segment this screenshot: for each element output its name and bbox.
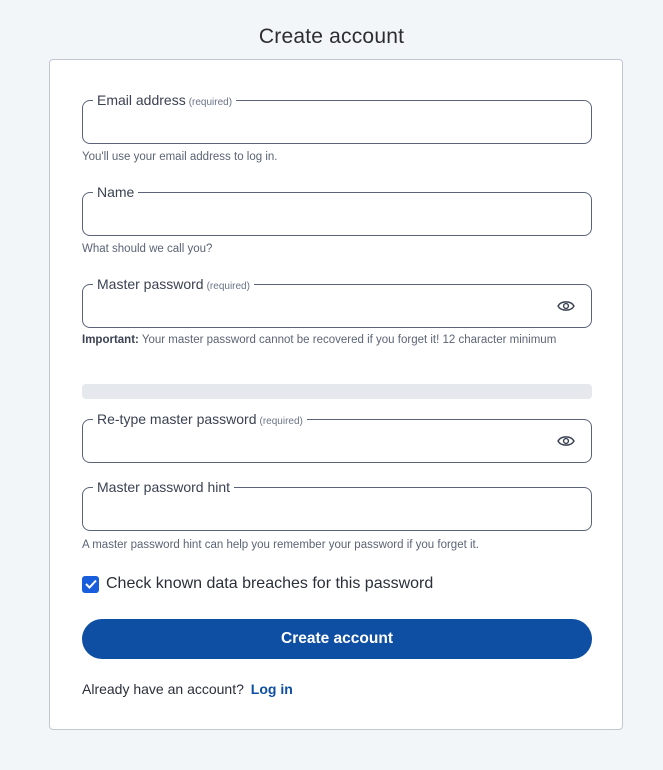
name-label: Name xyxy=(93,184,138,200)
master-password-hint: Important: Your master password cannot be recovered if you forget it! 12 character minimum xyxy=(82,334,557,346)
name-input[interactable] xyxy=(95,203,539,227)
eye-icon[interactable] xyxy=(557,299,575,313)
login-prompt: Already have an account? xyxy=(82,681,244,697)
name-hint: What should we call you? xyxy=(82,243,213,255)
name-field[interactable] xyxy=(82,184,592,236)
password-strength-bar xyxy=(82,384,592,399)
email-label: Email address (required) xyxy=(93,92,236,111)
breach-checkbox[interactable] xyxy=(82,576,99,593)
eye-icon[interactable] xyxy=(557,434,575,448)
password-hint-input[interactable] xyxy=(95,498,539,522)
retype-password-label: Re-type master password (required) xyxy=(93,411,307,430)
password-hint-label: Master password hint xyxy=(93,479,234,495)
create-account-button[interactable]: Create account xyxy=(82,619,592,659)
check-icon xyxy=(85,579,97,589)
email-hint: You'll use your email address to log in. xyxy=(82,151,278,163)
create-account-card xyxy=(49,59,623,730)
email-field[interactable] xyxy=(82,92,592,144)
page-title: Create account xyxy=(258,25,405,48)
breach-check-row[interactable] xyxy=(82,574,433,594)
breach-check-label: Check known data breaches for this password xyxy=(106,575,434,592)
retype-password-field[interactable] xyxy=(82,411,592,463)
password-hint-field[interactable] xyxy=(82,479,592,531)
retype-password-input[interactable] xyxy=(95,430,539,454)
login-row xyxy=(82,681,293,697)
master-password-label: Master password (required) xyxy=(93,276,254,295)
master-password-field[interactable] xyxy=(82,276,592,328)
password-hint-help: A master password hint can help you remember your password if you forget it. xyxy=(82,539,479,551)
email-input[interactable] xyxy=(95,111,539,135)
login-link[interactable]: Log in xyxy=(250,681,293,697)
master-password-input[interactable] xyxy=(95,295,539,319)
